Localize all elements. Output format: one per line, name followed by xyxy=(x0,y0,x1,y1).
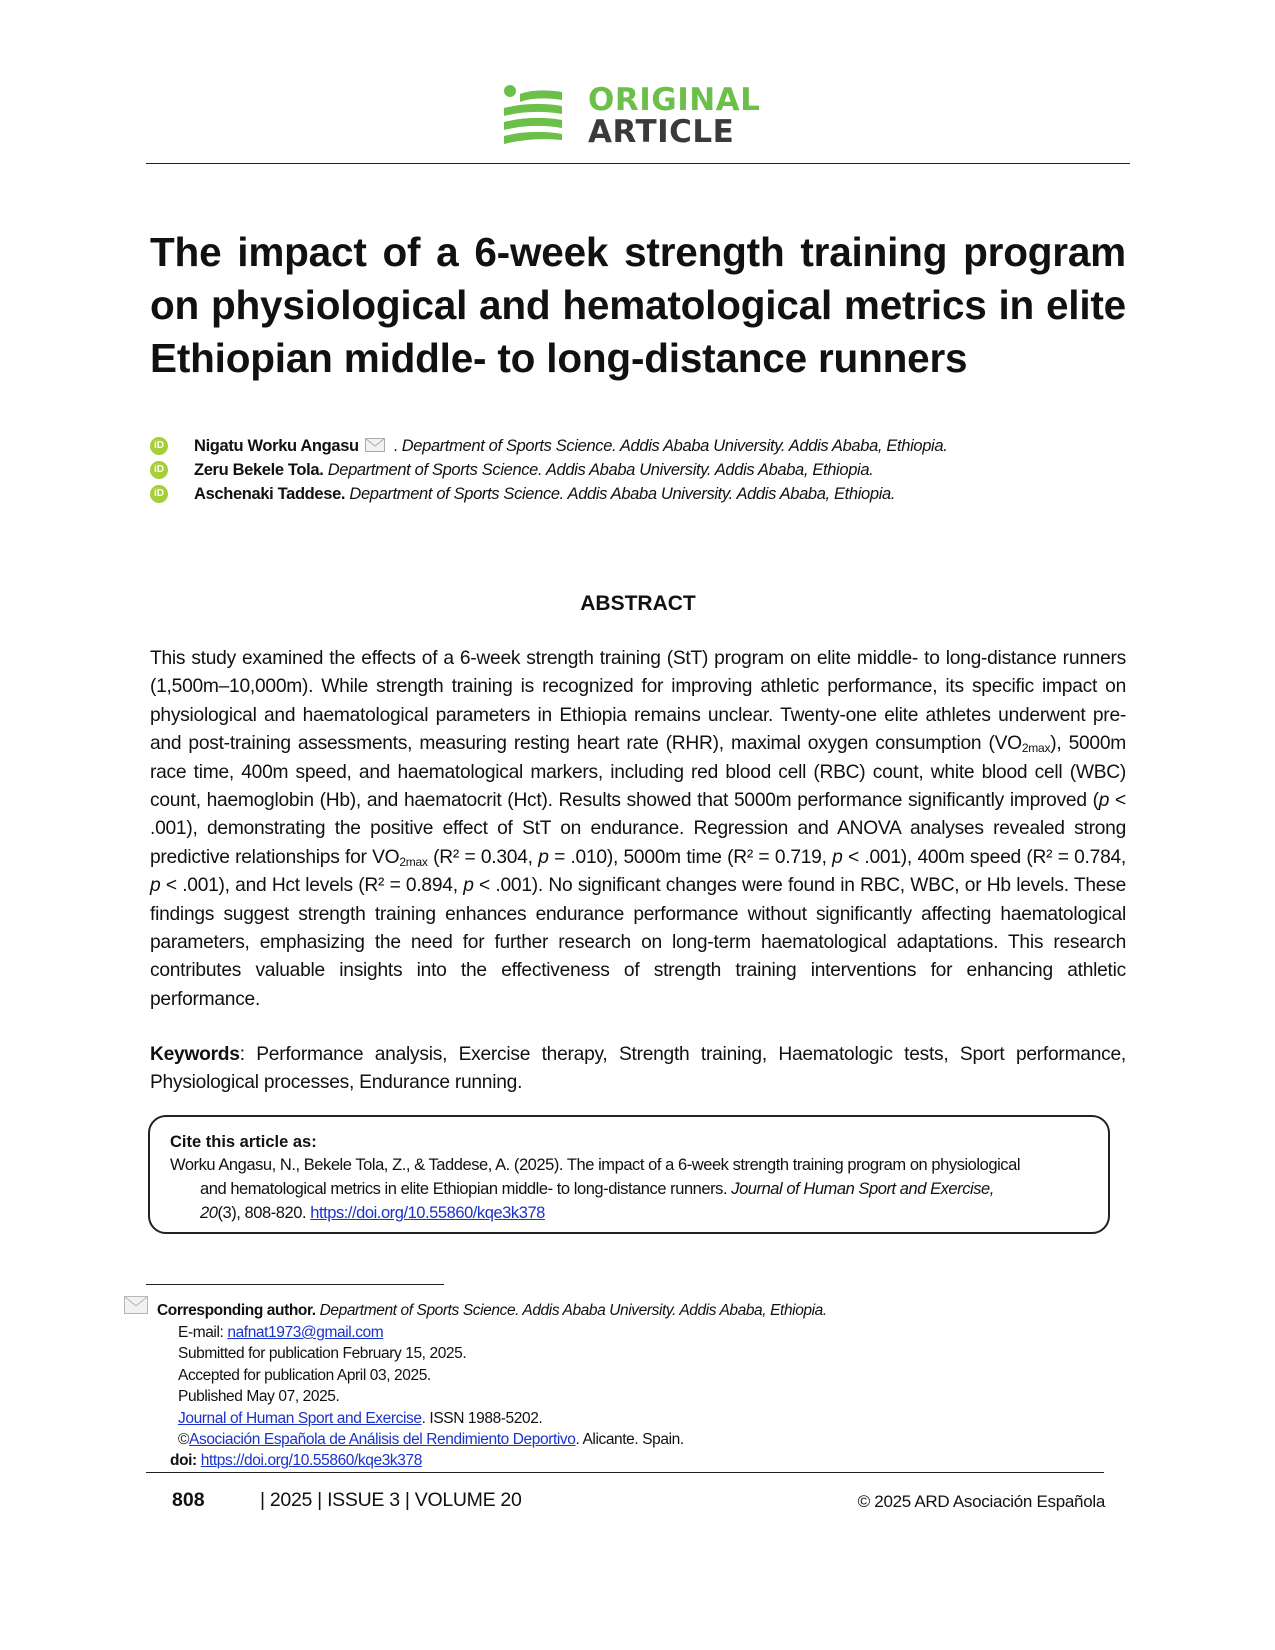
stripes-logo-icon xyxy=(502,84,566,144)
header-divider xyxy=(146,163,1130,164)
page-number: 808 xyxy=(172,1489,205,1511)
mail-icon xyxy=(124,1296,148,1314)
journal-link[interactable]: Journal of Human Sport and Exercise xyxy=(178,1409,422,1427)
abstract-text: This study examined the effects of a 6-week strength training (StT) program on elite middle- to long-distance runners (1,500m–10,000m). While strength training is recognized for improving athletic performance, its specific impact on physiological and haematological parameters in Ethiopia remains unclear. Twenty-one elite athletes underwent pre- and post-training assessments, measuring resting heart rate (RHR), maximal oxygen consumption $(VO_{2max})$, 5000m race time, 400m speed, and haematological markers, including red blood cell (RBC) count, white blood cell (WBC) count, haemoglobin (Hb), and haematocrit (Hct). Results showed that 5000m performance significantly improved (p < .001), demonstrating the positive effect of StT on endurance. Regression and ANOVA analyses revealed strong predictive relationships for $VO_{2max}$ (R² = 0.304, p = .010), 5000m time (R² = 0.719, p < .001), 400m speed (R² = 0.784, p < .001), and Hct levels (R² = 0.894, p < .001). No significant changes were found in RBC, WBC, or Hb levels. These findings suggest strength training enhances endurance performance without significantly affecting haematological parameters, emphasizing the need for further research on long-term haematological adaptations. This research contributes valuable insights into the effectiveness of strength training interventions for enhancing athletic performance. xyxy=(150,648,1126,1010)
badge-line-article: ARTICLE xyxy=(588,114,735,150)
orcid-icon[interactable]: iD xyxy=(150,461,168,479)
footnote-details: E-mail: nafnat1973@gmail.com Submitted for publication February 15, 2025. Accepted for publication April 03, 2025. Published May 07, 2025. Journal of Human Sport and Exercise. ISSN 1988-5202. ©Asociación Española de Análisis del Rendimiento Deportivo. Alicante. Spain. doi: https://doi.org/10.55860/kqe3k378 xyxy=(170,1324,684,1470)
orcid-icon[interactable]: iD xyxy=(150,485,168,503)
author-row xyxy=(150,458,1110,482)
mail-icon[interactable] xyxy=(365,438,385,452)
footnote-doi-link[interactable]: https://doi.org/10.55860/kqe3k378 xyxy=(200,1452,422,1470)
email-link[interactable]: nafnat1973@gmail.com xyxy=(227,1324,384,1341)
accepted-date: Accepted for publication April 03, 2025. xyxy=(178,1366,431,1384)
author-affiliation: Department of Sports Science. Addis Ababa University. Addis Ababa, Ethiopia. xyxy=(349,485,896,503)
author-row: iD Nigatu Worku Angasu . Department of Sports Science. Addis Ababa University. Addis Ababa, Ethiopia. xyxy=(150,434,1110,458)
author-name: Nigatu Worku Angasu xyxy=(194,437,359,455)
society-link[interactable]: Asociación Española de Análisis del Rendimiento Deportivo xyxy=(189,1431,576,1449)
author-affiliation: Department of Sports Science. Addis Ababa University. Addis Ababa, Ethiopia. xyxy=(327,461,874,479)
footnote-divider xyxy=(146,1284,444,1285)
keywords-list: : Performance analysis, Exercise therapy, Strength training, Haematologic tests, Sport performance, Physiological processes, Endurance running. xyxy=(150,1044,1126,1094)
issue-info: | 2025 | ISSUE 3 | VOLUME 20 xyxy=(260,1489,522,1511)
author-name: Aschenaki Taddese. xyxy=(194,485,346,503)
author-list xyxy=(150,434,1110,506)
keywords-label: Keywords xyxy=(150,1044,240,1065)
article-title: The impact of a 6-week strength training program on physiological and hematological metrics in elite Ethiopian middle- to long-distance runners xyxy=(150,229,1126,381)
keywords xyxy=(150,1041,1126,1098)
corresponding-author: Corresponding author. Department of Sports Science. Addis Ababa University. Addis Ababa, Ethiopia. xyxy=(157,1302,827,1319)
footer-copyright: © 2025 ARD Asociación Española xyxy=(857,1492,1105,1511)
author-name: Zeru Bekele Tola. xyxy=(194,461,324,479)
citation-doi-link[interactable]: https://doi.org/10.55860/kqe3k378 xyxy=(310,1204,545,1222)
citation-text: Worku Angasu, N., Bekele Tola, Z., & Taddese, A. (2025). The impact of a 6-week strength training program on physiological and hematological metrics in elite Ethiopian middle- to long-distance runners. Journal of Human Sport and Exercise, 20(3), 808-820. https://doi.org/10.55860/kqe3k378 xyxy=(170,1156,1021,1222)
badge-line-original: ORIGINAL xyxy=(588,82,761,118)
published-date: Published May 07, 2025. xyxy=(178,1388,340,1406)
abstract-heading: ABSTRACT xyxy=(580,592,696,615)
orcid-icon[interactable]: iD xyxy=(150,437,168,455)
citation-heading: Cite this article as: xyxy=(170,1133,317,1151)
journal-logo xyxy=(502,84,782,150)
author-row xyxy=(150,482,1110,506)
footer-divider xyxy=(146,1472,1104,1473)
submitted-date: Submitted for publication February 15, 2025. xyxy=(178,1345,467,1363)
author-affiliation: Department of Sports Science. Addis Ababa University. Addis Ababa, Ethiopia. xyxy=(401,437,948,455)
